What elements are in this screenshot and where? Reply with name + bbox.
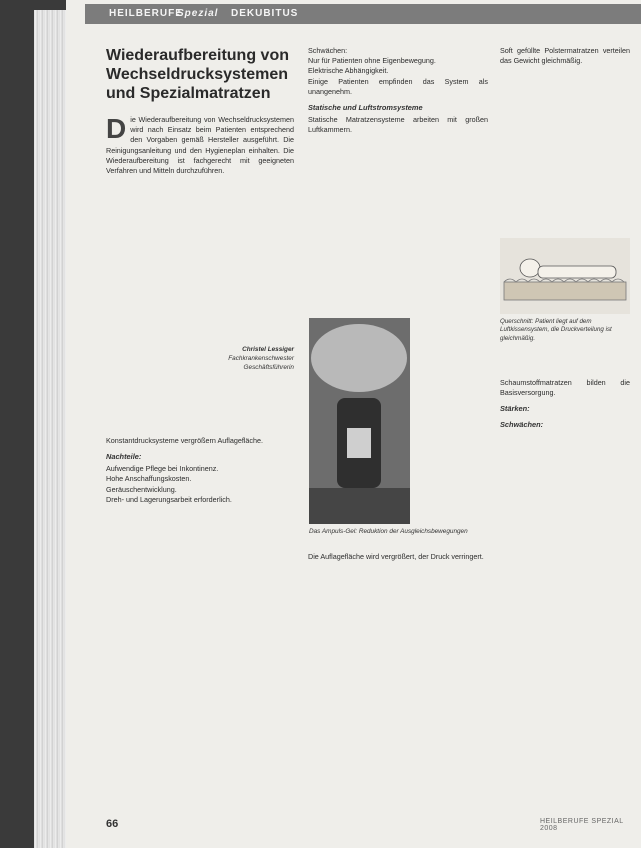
author-signature (106, 345, 294, 372)
header-special: Spezial (177, 8, 219, 19)
author-name: Christel Lessiger (242, 346, 294, 353)
list-item: Geräuschentwicklung. (106, 484, 177, 494)
column-right (500, 46, 630, 66)
right-paragraph-2: Schaumstoffmatratzen bilden die Basisversorgung. (500, 378, 630, 398)
page-header (85, 4, 641, 24)
list-item: Nur für Patienten ohne Eigenbewegung. (308, 56, 436, 66)
equipment-photo-art (309, 318, 410, 524)
list-item: Hohe Anschaffungskosten. (106, 474, 192, 484)
diagram-caption: Querschnitt: Patient liegt auf dem Luftkissensystem, die Druckverteilung ist gleichmäßig. (500, 318, 612, 342)
author-extra: Geschäftsführerin (243, 364, 294, 371)
drop-cap: D (106, 115, 127, 144)
column-left-bottom (106, 436, 294, 505)
column-middle-bottom (308, 552, 488, 562)
article-title: Wiederaufbereitung von Wechseldrucksystemen und Spezialmatratzen (106, 47, 289, 102)
author-role: Fachkrankenschwester (228, 355, 294, 362)
bullet-konstant: Konstantdrucksysteme vergrößern Auflagefläche. (106, 436, 264, 445)
middle-paragraph-2: Die Auflagefläche wird vergrößert, der Druck verringert. (308, 552, 484, 561)
header-section: HEILBERUFE (109, 8, 183, 19)
list-item: Aufwendige Pflege bei Inkontinenz. (106, 464, 219, 474)
journal-footer: HEILBERUFE SPEZIAL 2008 (540, 818, 624, 832)
book-page-edge (34, 10, 66, 848)
header-topic: DEKUBITUS (231, 8, 299, 19)
intro-block (106, 115, 294, 343)
list-item: Dreh- und Lagerungsarbeit erforderlich. (106, 494, 232, 504)
column-left (106, 46, 294, 372)
list-item: Elektrische Abhängigkeit. (308, 66, 389, 76)
middle-lead: Schwächen: (308, 46, 348, 55)
subhead-staerken: Stärken: (500, 404, 530, 414)
list-item: Einige Patienten empfinden das System als unangenehm. (308, 76, 488, 96)
subhead-statische: Statische und Luftstromsysteme (308, 103, 423, 113)
column-right-bottom (500, 378, 630, 432)
right-paragraph: Soft gefüllte Polstermatratzen verteilen das Gewicht gleichmäßig. (500, 46, 630, 66)
intro-paragraph: ie Wiederaufbereitung von Wechseldrucksystemen wird nach Einsatz beim Patienten entsprechend den Vorgaben gemäß Hersteller ausgeführt. Die Reinigungsanleitung und den Hygieneplan einhalten. Die Wiederaufbereitung ist fachgerecht mit geeigneten Verfahren und Mitteln durchzuführen. (106, 115, 294, 176)
subhead-nachteile: Nachteile: (106, 452, 142, 462)
mattress-diagram (500, 238, 630, 314)
photo-caption: Das Ampuls-Gel: Reduktion der Ausgleichsbewegungen (309, 528, 468, 535)
page-number: 66 (106, 818, 119, 830)
equipment-photo (309, 318, 410, 524)
mattress-diagram-art (500, 238, 630, 314)
middle-paragraph: Statische Matratzensysteme arbeiten mit großen Luftkammern. (308, 115, 488, 135)
subhead-schwaechen: Schwächen: (500, 420, 544, 430)
column-middle (308, 46, 488, 135)
